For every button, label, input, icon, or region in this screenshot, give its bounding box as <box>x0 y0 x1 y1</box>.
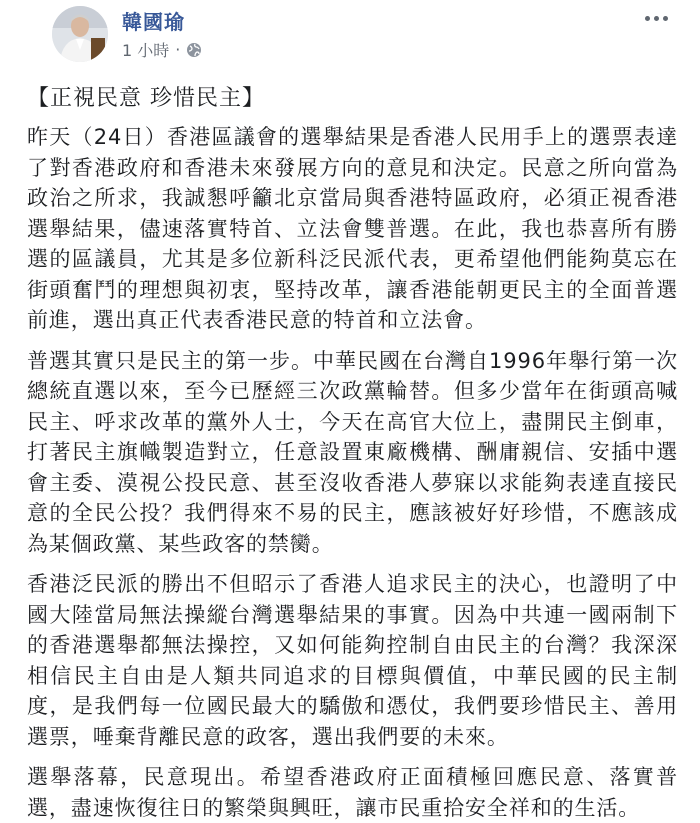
post-paragraph-4: 選舉落幕，民意現出。希望香港政府正面積極回應民意、落實普選，盡速恢復往日的繁榮與興旺，讓市民重拾安全祥和的生活。 <box>27 765 678 820</box>
post-timestamp[interactable]: 1 小時 <box>122 41 170 60</box>
post-header <box>22 0 678 70</box>
meta-separator: · <box>175 40 181 59</box>
post-title: 【正視民意 珍惜民主】 <box>27 86 265 111</box>
post-paragraph-1: 昨天（24日）香港區議會的選舉結果是香港人民用手上的選票表達了對香港政府和香港未來發展方向的意見和決定。民意之所向當為政治之所求，我誠懇呼籲北京當局與香港特區政府，必須正視香港選舉結果，儘速落實特首、立法會雙普選。在此，我也恭喜所有勝選的區議員，尤其是多位新科泛民派代表，更希望他們能夠莫忘在街頭奮鬥的理想與初衷，堅持改革，讓香港能朝更民主的全面普選前進，選出真正代表香港民意的特首和立法會。 <box>27 125 678 332</box>
more-options-button[interactable] <box>638 6 674 30</box>
post-paragraph-3: 香港泛民派的勝出不但昭示了香港人追求民主的決心，也證明了中國大陸當局無法操縱台灣選舉結果的事實。因為中共連一國兩制下的香港選舉都無法操控，又如何能夠控制自由民主的台灣？我深深相信民主自由是人類共同追求的目標與價值，中華民國的民主制度，是我們每一位國民最大的驕傲和憑仗，我們要珍惜民主、善用選票，唾棄背離民意的政客，選出我們要的未來。 <box>27 572 678 749</box>
avatar[interactable] <box>52 6 108 62</box>
globe-icon <box>186 42 202 58</box>
more-icon <box>645 16 650 21</box>
profile-photo <box>52 6 108 62</box>
author-name[interactable]: 韓國瑜 <box>122 10 185 34</box>
post-meta <box>122 38 202 61</box>
post-paragraph-2: 普選其實只是民主的第一步。中華民國在台灣自1996年舉行第一次總統直選以來，至今已歷經三次政黨輪替。但多少當年在街頭高喊民主、呼求改革的黨外人士，今天在高官大位上，盡開民主倒車，打著民主旗幟製造對立，任意設置東廠機構、酬庸親信、安插中選會主委、漠視公投民意、甚至沒收香港人夢寐以求能夠表達直接民意的全民公投？我們得來不易的民主，應該被好好珍惜，不應該成為某個政黨、某些政客的禁臠。 <box>27 348 678 556</box>
